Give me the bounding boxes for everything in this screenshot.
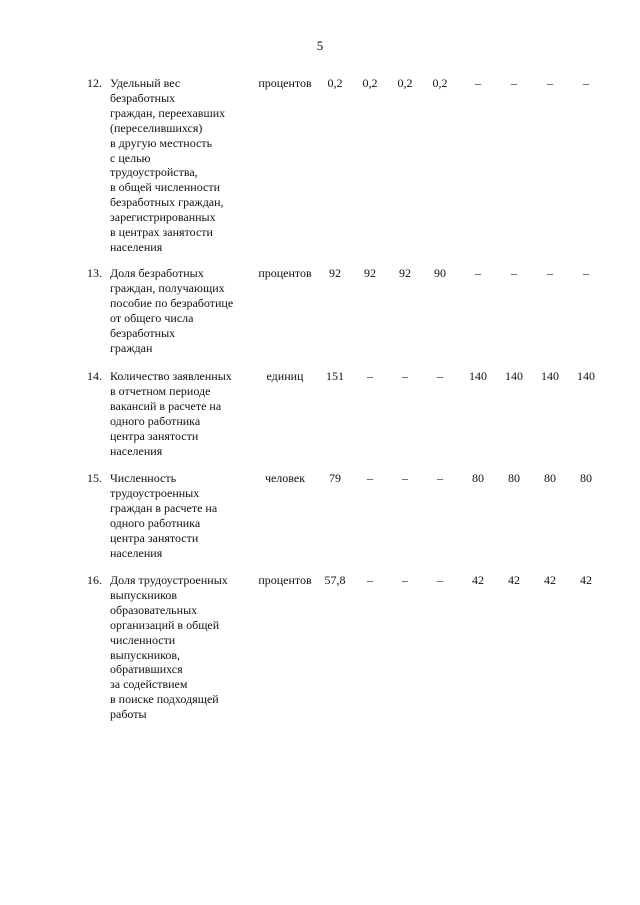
indicator-line: с целью: [110, 150, 151, 165]
indicator-line: центра занятости: [110, 428, 199, 443]
value-cell: 92: [399, 266, 411, 280]
value-cell: –: [511, 266, 517, 280]
indicator-line: Количество заявленных: [110, 369, 232, 383]
row-number: 13.: [87, 266, 102, 280]
indicator-name: [110, 76, 250, 255]
indicator-name: [110, 369, 250, 458]
indicator-line: граждан, переехавших: [110, 105, 226, 120]
row-number: 12.: [87, 76, 102, 90]
indicator-line: (переселившихся): [110, 120, 203, 135]
unit-cell: процентов: [258, 573, 312, 587]
indicator-name: [110, 266, 250, 355]
value-cell: 80: [580, 471, 592, 485]
value-cell: –: [402, 573, 408, 587]
row-number: 14.: [87, 369, 102, 383]
indicator-line: зарегистрированных: [110, 210, 216, 225]
indicator-line: Доля трудоустроенных: [110, 573, 228, 587]
indicator-line: от общего числа: [110, 310, 194, 325]
indicator-name: [110, 573, 250, 722]
value-cell: 57,8: [324, 573, 346, 587]
value-cell: 42: [472, 573, 484, 587]
indicator-line: Численность: [110, 471, 177, 485]
value-cell: –: [511, 76, 517, 90]
page-number: 5: [316, 38, 324, 53]
indicator-line: граждан, получающих: [110, 280, 225, 295]
indicator-line: граждан: [110, 340, 153, 355]
unit-cell: процентов: [258, 76, 312, 90]
value-cell: 0,2: [362, 76, 378, 90]
indicator-line: численности: [110, 632, 176, 647]
value-cell: –: [367, 573, 373, 587]
value-cell: 42: [544, 573, 556, 587]
value-cell: 80: [472, 471, 484, 485]
indicator-line: безработных граждан,: [110, 195, 224, 210]
unit-cell: единиц: [266, 369, 304, 383]
value-cell: 92: [329, 266, 341, 280]
indicator-line: в отчетном периоде: [110, 383, 211, 398]
indicator-line: образовательных: [110, 602, 198, 617]
indicator-name: [110, 471, 250, 560]
value-cell: –: [437, 369, 443, 383]
row-number: 16.: [87, 573, 102, 587]
indicator-line: безработных: [110, 325, 176, 340]
value-cell: 80: [544, 471, 556, 485]
indicator-line: обратившихся: [110, 662, 183, 677]
value-cell: 151: [326, 369, 344, 383]
indicator-line: пособие по безработице: [110, 295, 234, 310]
value-cell: 0,2: [327, 76, 343, 90]
indicator-line: в центрах занятости: [110, 225, 213, 240]
value-cell: –: [367, 471, 373, 485]
value-cell: 140: [541, 369, 559, 383]
indicator-line: выпускников: [110, 587, 178, 602]
value-cell: 42: [580, 573, 592, 587]
indicator-line: населения: [110, 545, 163, 560]
value-cell: –: [547, 266, 553, 280]
value-cell: –: [547, 76, 553, 90]
value-cell: –: [367, 369, 373, 383]
value-cell: 0,2: [397, 76, 413, 90]
indicator-line: одного работника: [110, 515, 201, 530]
indicator-line: безработных: [110, 90, 176, 105]
value-cell: –: [583, 76, 589, 90]
value-cell: –: [475, 76, 481, 90]
unit-cell: человек: [264, 471, 306, 485]
value-cell: 140: [469, 369, 487, 383]
indicator-line: Удельный вес: [110, 76, 181, 90]
value-cell: 140: [577, 369, 595, 383]
indicator-line: Доля безработных: [110, 266, 204, 280]
indicator-line: работы: [110, 707, 147, 722]
value-cell: 80: [508, 471, 520, 485]
value-cell: –: [437, 471, 443, 485]
indicator-line: вакансий в расчете на: [110, 398, 222, 413]
value-cell: –: [402, 471, 408, 485]
indicator-line: выпускников,: [110, 647, 181, 662]
value-cell: 0,2: [432, 76, 448, 90]
indicator-line: организаций в общей: [110, 617, 220, 632]
indicator-line: населения: [110, 443, 163, 458]
indicator-line: граждан в расчете на: [110, 500, 218, 515]
value-cell: –: [437, 573, 443, 587]
indicator-line: одного работника: [110, 413, 201, 428]
value-cell: –: [402, 369, 408, 383]
value-cell: –: [475, 266, 481, 280]
value-cell: 140: [505, 369, 523, 383]
indicator-line: населения: [110, 239, 163, 254]
unit-cell: процентов: [258, 266, 312, 280]
indicator-line: в другую местность: [110, 135, 213, 150]
indicator-line: в общей численности: [110, 180, 220, 195]
value-cell: –: [583, 266, 589, 280]
indicator-line: трудоустроенных: [110, 485, 200, 500]
indicator-line: центра занятости: [110, 530, 199, 545]
value-cell: 92: [364, 266, 376, 280]
value-cell: 79: [329, 471, 341, 485]
row-number: 15.: [87, 471, 102, 485]
indicator-line: за содействием: [110, 677, 188, 692]
indicator-line: трудоустройства,: [110, 165, 198, 180]
value-cell: 90: [434, 266, 446, 280]
indicator-line: в поиске подходящей: [110, 692, 219, 707]
value-cell: 42: [508, 573, 520, 587]
